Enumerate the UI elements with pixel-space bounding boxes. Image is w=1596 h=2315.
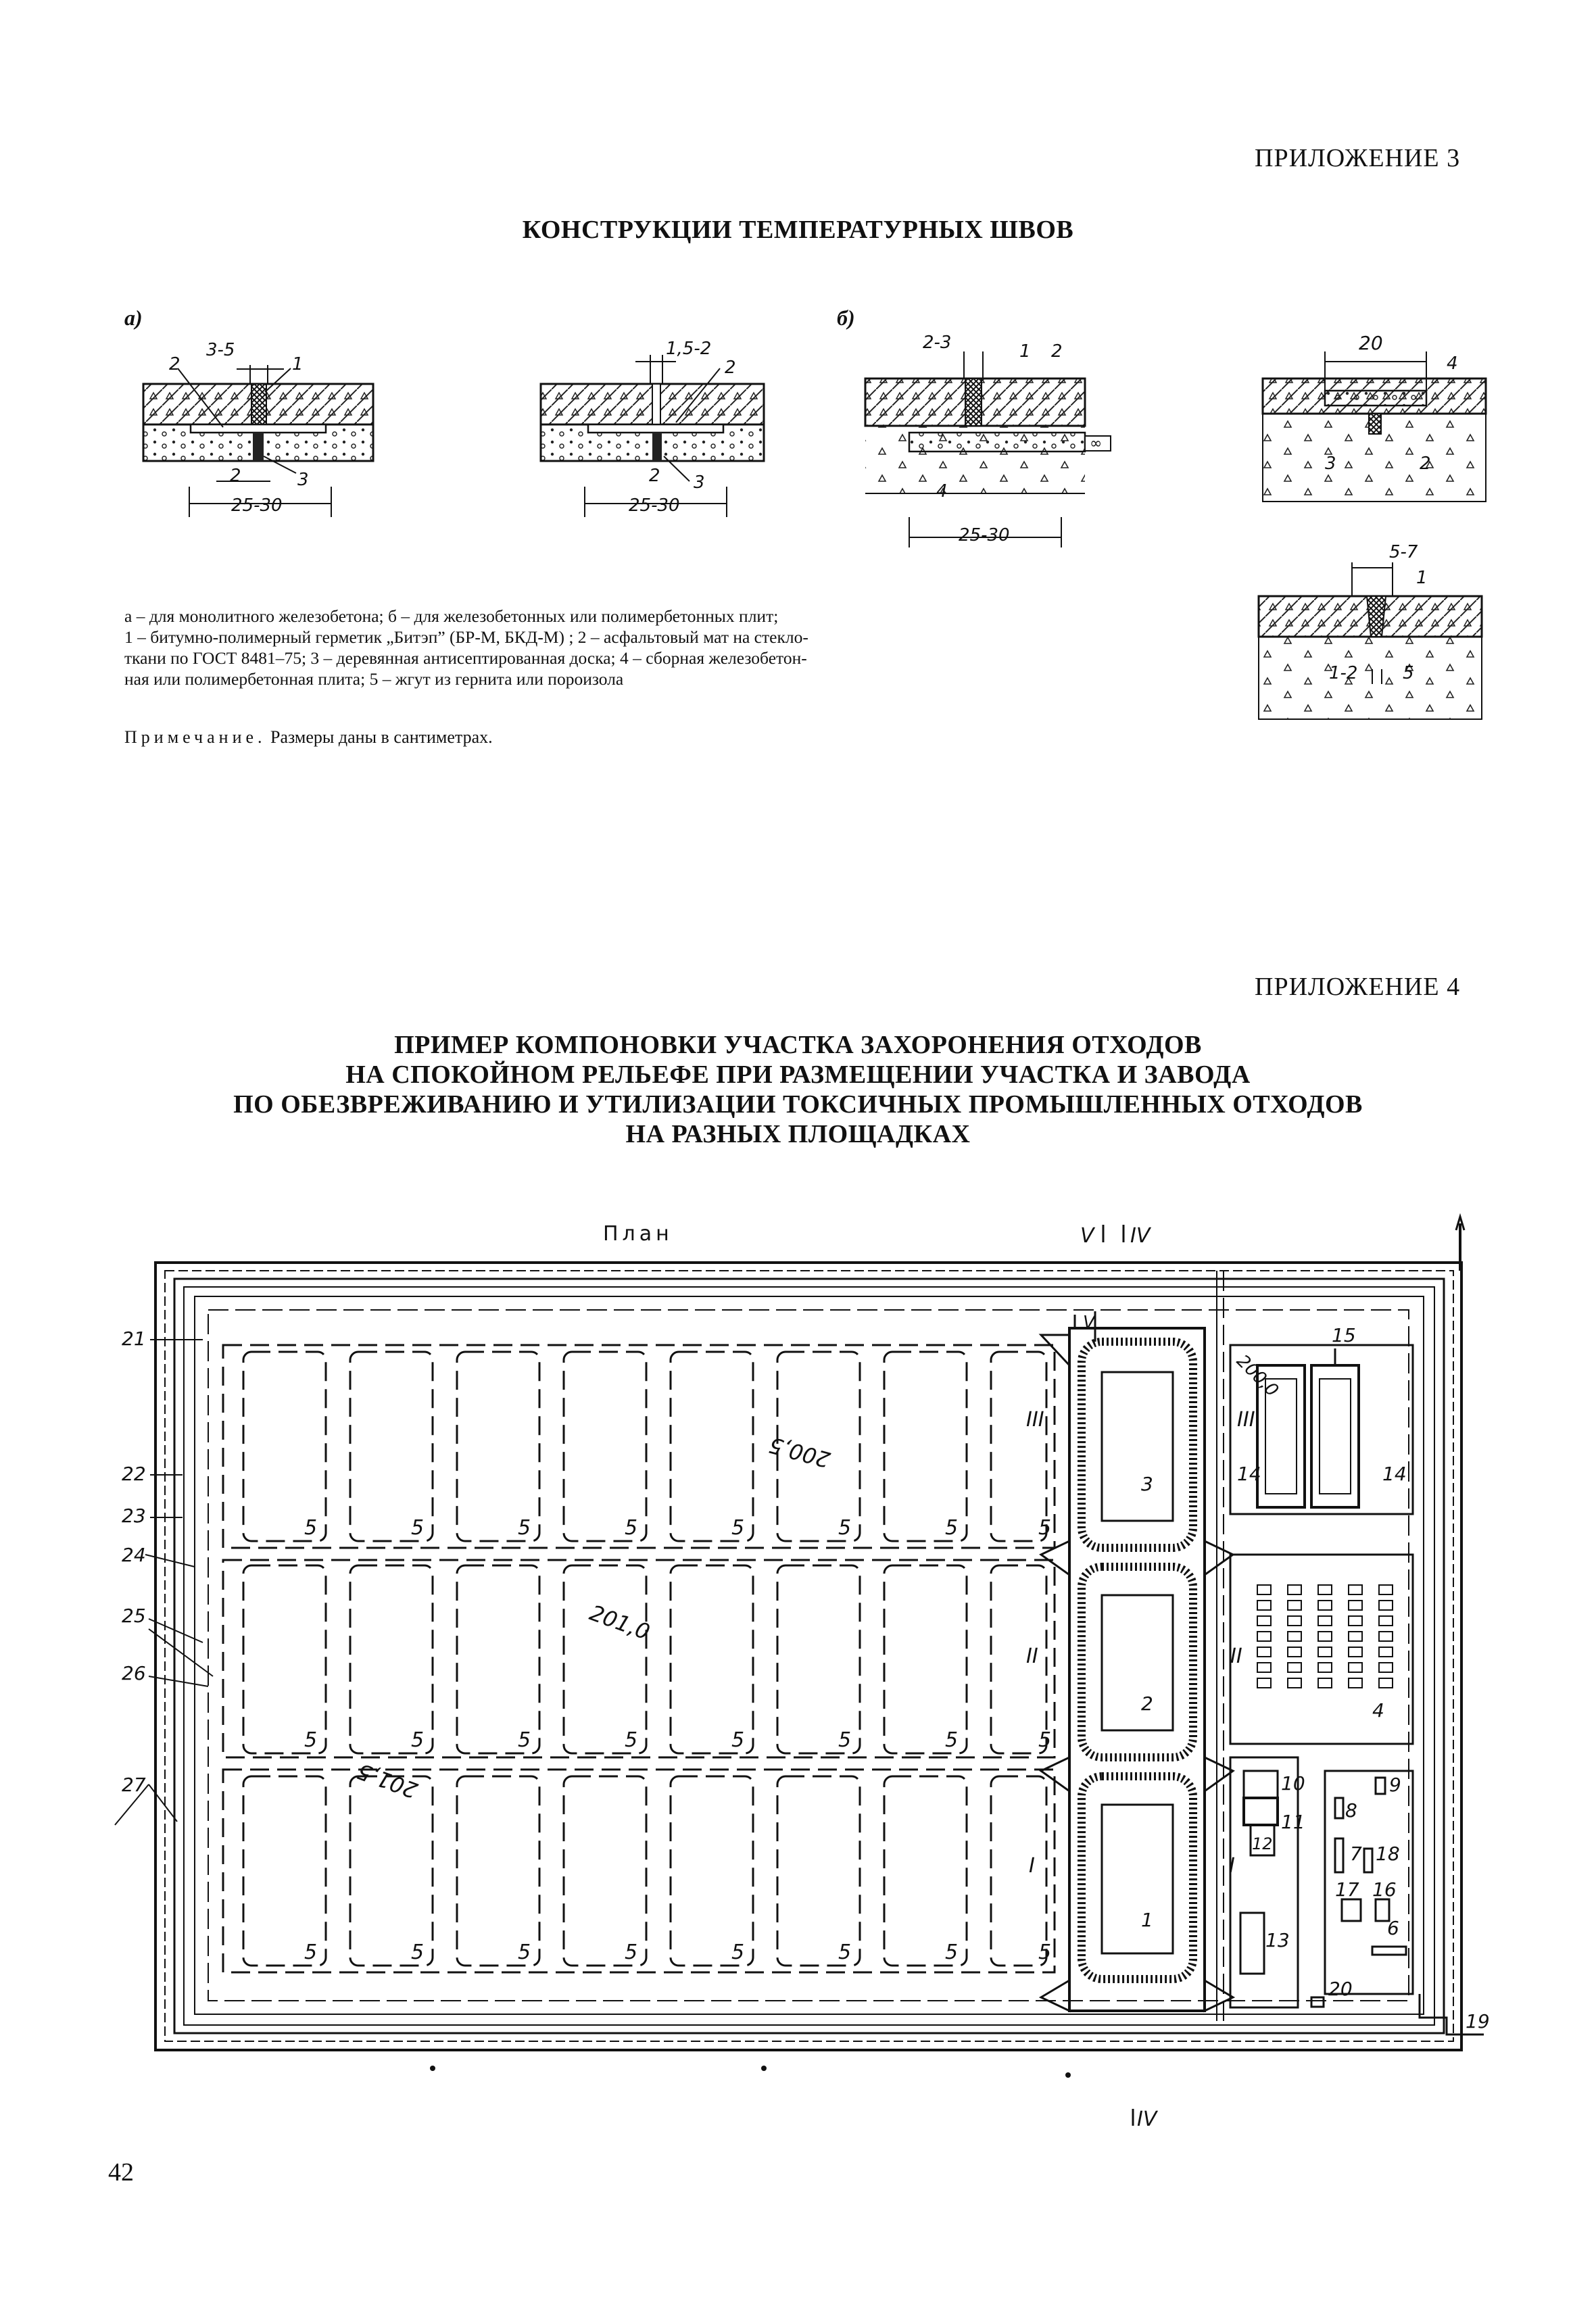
page-number: 42 (108, 2158, 134, 2187)
cell-number: 5 (1038, 1728, 1052, 1752)
dim-b1-top: 2-3 (923, 333, 952, 353)
marker-4d: 4 (1447, 354, 1458, 374)
callout-label: 27 (122, 1774, 146, 1796)
plant-label: 15 (1332, 1324, 1356, 1346)
dim-a2-bottom: 2 (649, 466, 660, 486)
dim-a1-total: 25-30 (231, 495, 283, 516)
dim-b1-total: 25-30 (959, 525, 1010, 545)
elevation-label: 200,5 (766, 1432, 833, 1473)
callout-label: 24 (122, 1544, 146, 1566)
plant-label: 17 (1335, 1878, 1359, 1901)
dim-b3-top: 5-7 (1389, 542, 1418, 562)
cell-number: 5 (411, 1728, 425, 1752)
elevation-label: 200,0 (1232, 1350, 1282, 1401)
cell-number: 5 (625, 1941, 638, 1964)
marker-1e: 1 (1416, 568, 1428, 588)
section-mark-v-inner: V (1083, 1313, 1095, 1333)
cell-number: 5 (1038, 1941, 1052, 1964)
queue-mark: III (1237, 1408, 1255, 1432)
title-line: НА СПОКОЙНОМ РЕЛЬЕФЕ ПРИ РАЗМЕЩЕНИИ УЧАСТКА И ЗАВОДА (345, 1061, 1251, 1089)
plant-label: 8 (1345, 1799, 1357, 1822)
legend-line: 1 – битумно-полимерный герметик „Битэп” (БР-М, БКД-М) ; 2 – асфальтовый мат на стекло- (124, 627, 808, 647)
pit-label: 3 (1141, 1473, 1153, 1495)
elevation-label: 201,5 (354, 1758, 421, 1804)
callout-label: 26 (122, 1662, 146, 1684)
callout-label: 22 (122, 1463, 146, 1485)
callout-label: 21 (122, 1327, 146, 1350)
pit-label: 1 (1141, 1909, 1153, 1931)
title-line: ПРИМЕР КОМПОНОВКИ УЧАСТКА ЗАХОРОНЕНИЯ ОТХОДОВ (394, 1031, 1202, 1059)
title-line: НА РАЗНЫХ ПЛОЩАДКАХ (625, 1120, 971, 1148)
plant-label: 7 (1350, 1843, 1362, 1865)
cell-number: 5 (304, 1516, 318, 1540)
marker-2: 2 (169, 354, 180, 374)
legend-line: а – для монолитного железобетона; б – для железобетонных или полимербетонных плит; (124, 606, 779, 626)
cell-number: 5 (411, 1941, 425, 1964)
dim-b1-infinity: ∞ (1090, 435, 1103, 452)
dim-a1-top: 3-5 (206, 340, 235, 360)
plant-label: 11 (1281, 1811, 1305, 1833)
plant-label: 6 (1387, 1917, 1399, 1939)
storage-racks (1257, 1585, 1393, 1688)
dim-a2-total: 25-30 (629, 495, 680, 516)
legend-line: ная или полимербетонная плита; 5 – жгут из гернита или пороизола (124, 669, 624, 689)
appendix-3-label: ПРИЛОЖЕНИЕ 3 (1255, 144, 1461, 172)
callout-label: 23 (122, 1505, 146, 1527)
cell-number: 5 (625, 1728, 638, 1752)
plant-label: 18 (1376, 1843, 1400, 1865)
plant-label: 10 (1281, 1772, 1305, 1795)
appendix-4-label: ПРИЛОЖЕНИЕ 4 (1255, 973, 1461, 1001)
marker-2d: 2 (1420, 454, 1431, 474)
plant-label: 16 (1372, 1878, 1397, 1901)
marker-3d: 3 (1325, 454, 1336, 474)
plant-label: 14 (1237, 1463, 1261, 1485)
pit-label: 2 (1141, 1692, 1153, 1715)
cell-number: 5 (1038, 1516, 1052, 1540)
section-mark-iv: IV (1130, 1224, 1151, 1248)
plant-label: 20 (1328, 1978, 1353, 2000)
cell-number: 5 (304, 1728, 318, 1752)
section-mark-v: V (1080, 1224, 1094, 1248)
dim-b3-mid: 1-2 (1329, 663, 1358, 683)
callout-label: 25 (122, 1605, 146, 1627)
plant-label: 12 (1252, 1834, 1273, 1853)
plant-label: 13 (1265, 1929, 1290, 1951)
burial-cells (223, 1345, 1055, 1972)
variant-a-label: а) (124, 306, 143, 330)
dim-a1-bottom: 2 (230, 466, 241, 486)
marker-2b: 2 (725, 358, 736, 378)
cell-number: 5 (945, 1516, 959, 1540)
cell-number: 5 (411, 1516, 425, 1540)
cell-number: 5 (518, 1728, 531, 1752)
queue-mark: II (1230, 1644, 1242, 1668)
cell-number: 5 (838, 1516, 852, 1540)
pit-column (1041, 1271, 1233, 2021)
dim-a2-top: 1,5-2 (666, 339, 712, 359)
cell-number: 5 (945, 1728, 959, 1752)
queue-mark: I (1229, 1854, 1235, 1878)
queue-mark: II (1026, 1644, 1038, 1668)
cell-number: 5 (625, 1516, 638, 1540)
plant-label: 9 (1389, 1774, 1401, 1796)
plant-area (1230, 1345, 1413, 2007)
cell-number: 5 (304, 1941, 318, 1964)
cell-number: 5 (731, 1516, 745, 1540)
dim-b2-top: 20 (1359, 332, 1383, 354)
cell-number: 5 (731, 1941, 745, 1964)
marker-2c: 2 (1051, 341, 1063, 362)
cell-number: 5 (945, 1941, 959, 1964)
cell-number: 5 (838, 1941, 852, 1964)
marker-1: 1 (292, 354, 304, 374)
cell-number: 5 (838, 1728, 852, 1752)
cell-number: 5 (518, 1941, 531, 1964)
variant-b-label: б) (837, 306, 855, 330)
queue-mark: III (1026, 1408, 1044, 1432)
cell-number: 5 (731, 1728, 745, 1752)
plant-label: 4 (1372, 1699, 1384, 1722)
note-word: Примечание. (124, 727, 266, 747)
queue-mark: I (1029, 1854, 1035, 1878)
cell-number: 5 (518, 1516, 531, 1540)
plan-label: План (603, 1222, 673, 1246)
plant-label: 19 (1466, 2010, 1490, 2032)
marker-3: 3 (297, 470, 309, 490)
plant-label: 14 (1382, 1463, 1407, 1485)
marker-3b: 3 (694, 472, 705, 493)
marker-5e: 5 (1403, 663, 1414, 683)
marker-4c: 4 (936, 481, 948, 502)
marker-1c: 1 (1019, 341, 1031, 362)
legend-line: ткани по ГОСТ 8481–75; 3 – деревянная антисептированная доска; 4 – сборная железобетон- (124, 648, 807, 668)
title-line: ПО ОБЕЗВРЕЖИВАНИЮ И УТИЛИЗАЦИИ ТОКСИЧНЫХ ПРОМЫШЛЕННЫХ ОТХОДОВ (233, 1090, 1363, 1119)
section-mark-iv-bottom: IV (1137, 2107, 1157, 2131)
note-text: Размеры даны в сантиметрах. (270, 727, 493, 747)
elevation-label: 201,0 (586, 1599, 654, 1645)
appendix-3-title: КОНСТРУКЦИИ ТЕМПЕРАТУРНЫХ ШВОВ (522, 216, 1074, 244)
